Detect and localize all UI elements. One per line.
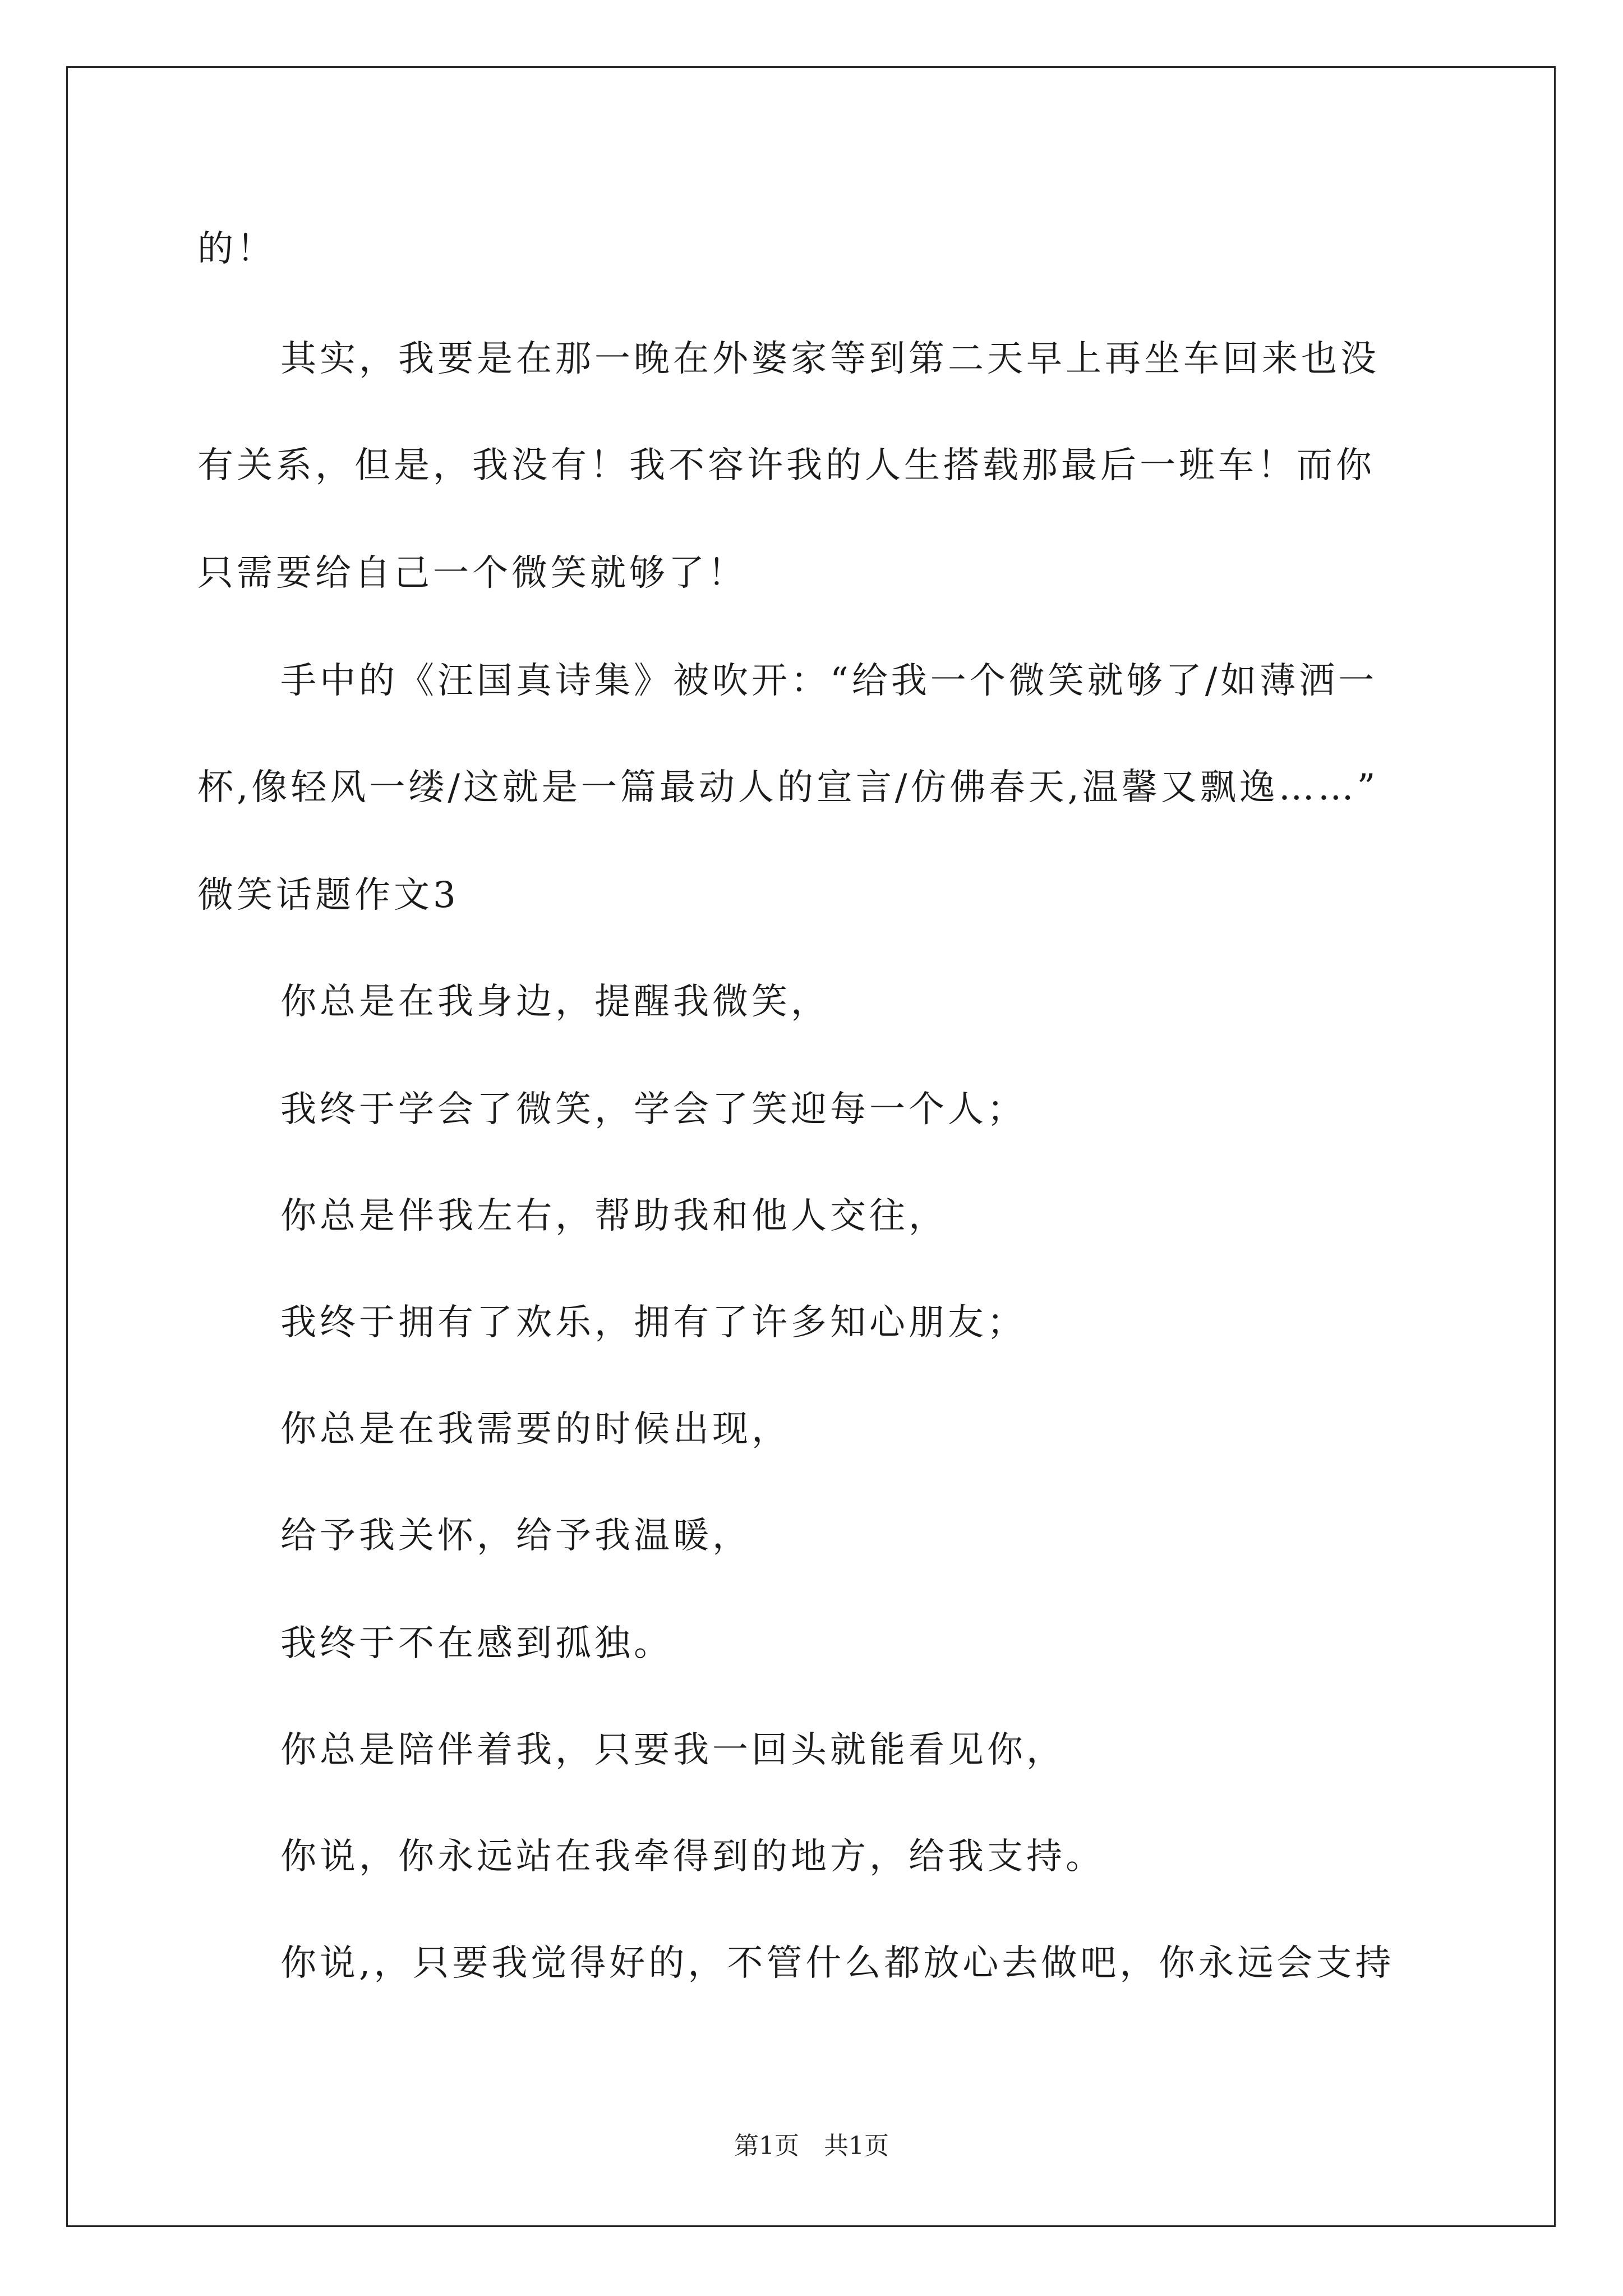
text-line-10: 你总是伴我左右，帮助我和他人交往， [280,1195,948,1237]
text-line-17: 你说,，只要我觉得好的，不管什么都放心去做吧，你永远会支持 [280,1943,1395,1984]
text-line-6: 杯,像轻风一缕/这就是一篇最动人的宣言/仿佛春天,温馨又飘逸……” [197,767,1379,808]
text-line-11: 我终于拥有了欢乐，拥有了许多知心朋友； [280,1302,1026,1343]
text-line-8: 你总是在我身边，提醒我微笑， [280,981,830,1023]
text-line-2: 其实，我要是在那一晚在外婆家等到第二天早上再坐车回来也没 [280,338,1380,380]
section-heading: 微笑话题作文3 [197,875,459,916]
text-line-13: 给予我关怀，给予我温暖， [280,1515,751,1557]
text-line-16: 你说，你永远站在我牵得到的地方，给我支持。 [280,1836,1105,1878]
text-line-3: 有关系，但是，我没有！我不容许我的人生搭载那最后一班车！而你 [197,445,1375,486]
text-line-15: 你总是陪伴着我，只要我一回头就能看见你， [280,1729,1066,1771]
text-line-14: 我终于不在感到孤独。 [280,1623,673,1664]
text-line-4: 只需要给自己一个微笑就够了！ [197,553,747,594]
text-line-9: 我终于学会了微笑，学会了笑迎每一个人； [280,1089,1026,1130]
text-line-1: 的！ [197,228,276,270]
text-line-5: 手中的《汪国真诗集》被吹开：“给我一个微笑就够了/如薄洒一 [280,660,1378,702]
text-line-12: 你总是在我需要的时候出现， [280,1409,791,1450]
page-border [66,66,1556,2227]
page-footer: 第1页 共1页 [734,2132,889,2160]
